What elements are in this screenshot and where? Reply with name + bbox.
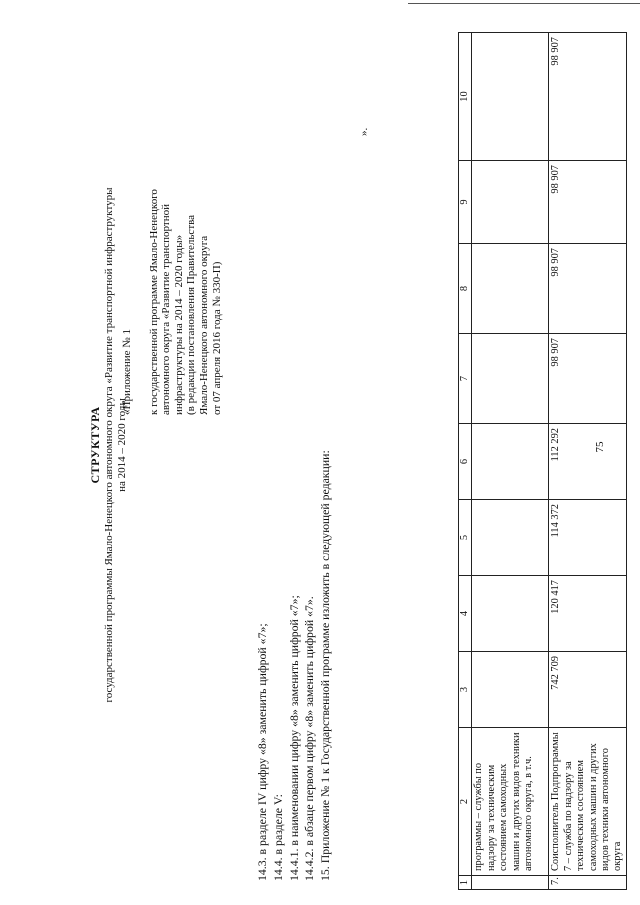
table-row <box>472 33 549 890</box>
value-cell: 742 709 <box>549 652 626 728</box>
row-number-cell: 7. <box>549 876 626 890</box>
structure-title: СТРУКТУРА <box>88 406 102 484</box>
value-cell <box>472 424 549 500</box>
table-header-cell: 7 <box>459 334 472 424</box>
value-cell <box>472 244 549 334</box>
appendix-line: Ямало-Ненецкого автономного округа <box>197 235 210 415</box>
page-number: 75 <box>594 441 606 453</box>
value-cell <box>472 652 549 728</box>
row-name-cell: программы – службы по надзору за техническим состоянием самоходных машин и других видов техники автономного округа, в т.ч. <box>472 728 549 876</box>
appendix-line: автономного округа «Развитие транспортной <box>160 204 173 415</box>
value-cell <box>472 33 549 161</box>
appendix-line: (в редакции постановления Правительства <box>185 214 198 415</box>
table-header-cell: 3 <box>459 652 472 728</box>
amendment-item: 15. Приложение № 1 к Государственной программе изложить в следующей редакции: <box>318 450 333 881</box>
value-cell <box>472 576 549 652</box>
table-header-cell: 8 <box>459 244 472 334</box>
table-row <box>549 33 626 890</box>
table-header-cell: 1 <box>459 876 472 890</box>
table-header-cell: 10 <box>459 33 472 161</box>
amendments-list <box>255 450 334 881</box>
table-header-cell: 5 <box>459 500 472 576</box>
structure-subtitle <box>103 125 128 765</box>
value-cell: 98 907 <box>549 334 626 424</box>
amendment-item: 14.4. в разделе V: <box>270 794 285 881</box>
value-cell: 114 372 <box>549 500 626 576</box>
appendix-header <box>121 189 223 415</box>
appendix-title: «Приложение № 1 <box>121 328 133 415</box>
row-name-cell: Соисполнитель Подпрограммы 7 – служба по надзору за техническим состоянием самоходных машин и других видов техники автономного округа <box>549 728 626 876</box>
amendment-item: 14.4.2. в абзаце первом цифру «8» заменить цифрой «7». <box>302 596 317 881</box>
table-header-cell: 4 <box>459 576 472 652</box>
appendix-line: к государственной программе Ямало-Ненецкого <box>147 189 160 415</box>
value-cell: 120 417 <box>549 576 626 652</box>
table-header-cell: 2 <box>459 728 472 876</box>
table-header-row <box>459 33 472 890</box>
budget-table <box>458 32 627 890</box>
structure-subtitle-line: на 2014 – 2020 годы <box>115 398 128 492</box>
table-header-cell: 9 <box>459 161 472 244</box>
value-cell <box>472 161 549 244</box>
value-cell <box>472 334 549 424</box>
structure-subtitle-line: государственной программы Ямало-Ненецкого автономного округа «Развитие транспортной инфраструктуры <box>103 187 115 703</box>
value-cell <box>472 500 549 576</box>
amendment-item: 14.4.1. в наименовании цифру «8» заменить цифрой «7»; <box>286 595 301 881</box>
value-cell: 112 292 <box>549 424 626 500</box>
value-cell: 98 907 <box>549 33 626 161</box>
appendix-line: инфраструктуры на 2014 – 2020 годы» <box>172 234 185 415</box>
value-cell: 98 907 <box>549 161 626 244</box>
closing-quote-mark: ». <box>358 127 370 136</box>
appendix-line: от 07 апреля 2016 года № 330-П) <box>210 261 223 415</box>
amendment-item: 14.3. в разделе IV цифру «8» заменить цифрой «7»; <box>255 623 269 881</box>
value-cell: 98 907 <box>549 244 626 334</box>
table-header-cell: 6 <box>459 424 472 500</box>
row-number-cell <box>472 876 549 890</box>
